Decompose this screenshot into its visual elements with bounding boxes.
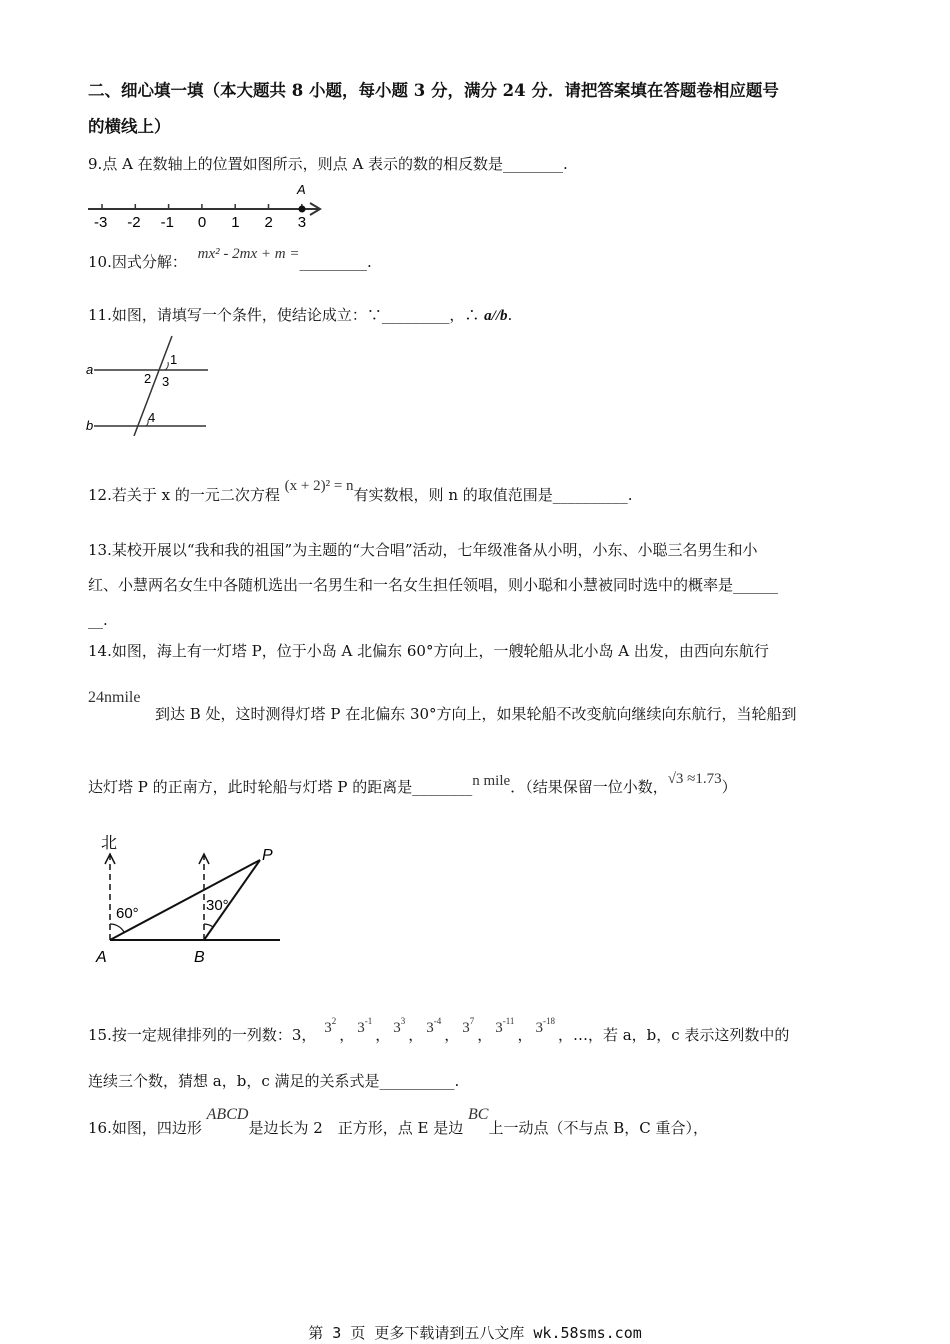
line-b-label: b xyxy=(86,418,94,433)
question-16 xyxy=(88,1106,878,1140)
quad-label: ABCD xyxy=(206,1106,249,1123)
angle-1-label: 1 xyxy=(170,352,178,367)
question-line1: 某校开展以“我和我的祖国”为主题的“大合唱”活动，七年级准备从小明，小东、小聪三名男生和小 xyxy=(111,541,758,559)
question-13 xyxy=(88,533,873,638)
question-line3-b: ．（结果保留一位小数， xyxy=(510,778,668,796)
number-line-tick-label: -3 xyxy=(94,214,108,231)
north-label: 北 xyxy=(101,835,118,852)
number-line-tick-label: 0 xyxy=(197,214,207,231)
question-text: 如图，请填写一个条件，使结论成立：∵_________，∴ xyxy=(111,306,480,324)
question-prefix: 若关于 x 的一元二次方程 xyxy=(111,486,280,504)
section-title-line1: 二、细心填一填（本大题共 8 小题，每小题 3 分，满分 24 分．请把答案填在答题卷相应题号 xyxy=(88,81,779,100)
question-9 xyxy=(88,153,868,175)
angle-30-label: 30° xyxy=(206,897,229,914)
question-11 xyxy=(88,304,868,327)
angle-2-label: 2 xyxy=(144,371,152,386)
question-number: 13. xyxy=(88,541,112,559)
unit-label: n mile xyxy=(472,773,511,789)
comma: ， xyxy=(444,1026,460,1044)
point-a-marker xyxy=(299,206,306,213)
power-term: $3^7$ xyxy=(462,1016,475,1036)
question-10 xyxy=(88,246,868,274)
power-exponent: 3 xyxy=(400,1016,406,1026)
power-sequence xyxy=(321,1016,558,1044)
point-a-label: A xyxy=(297,182,306,197)
question-prefix: 按一定规律排列的一列数：3， xyxy=(111,1026,317,1044)
power-exponent: -11 xyxy=(502,1016,515,1026)
question-line1: 如图，海上有一灯塔 P，位于小岛 A 北偏东 60°方向上，一艘轮船从北小岛 A 出发，由西向东航行 xyxy=(111,642,769,660)
power-exponent: 2 xyxy=(331,1016,337,1026)
question-number: 14. xyxy=(88,642,112,660)
number-line-figure xyxy=(84,180,334,232)
answer-blank: _________. xyxy=(299,253,372,271)
section-title-line2: 的横线上） xyxy=(88,117,171,136)
question-text: 点 A 在数轴上的位置如图所示，则点 A 表示的数的相反数是________. xyxy=(102,155,568,173)
formula-factor: mx² - 2mx + m = xyxy=(197,246,300,262)
question-number: 15. xyxy=(88,1026,112,1044)
question-line3: __. xyxy=(88,611,108,629)
comma: ， xyxy=(339,1026,355,1044)
number-line-tick-label: 3 xyxy=(297,214,307,231)
side-label: BC xyxy=(468,1106,489,1123)
power-term: $3^{-18}$ xyxy=(535,1016,555,1036)
question-15-line2: 连续三个数，猜想 a，b，c 满足的关系式是__________. xyxy=(88,1072,460,1090)
question-15 xyxy=(88,1018,878,1047)
question-suffix: ，…，若 a，b，c 表示这列数中的 xyxy=(557,1026,790,1044)
question-line3-a: 达灯塔 P 的正南方，此时轮船与灯塔 P 的距离是________ xyxy=(88,778,473,796)
approx-formula: √3 ≈1.73 xyxy=(667,771,722,787)
distance-value: 24nmile xyxy=(88,689,141,706)
question-14 xyxy=(88,640,868,662)
comma: ， xyxy=(375,1026,391,1044)
line-a-label: a xyxy=(86,362,94,377)
question-suffix: 有实数根，则 n 的取值范围是__________. xyxy=(353,486,633,504)
power-exponent: -4 xyxy=(433,1016,442,1026)
question-14-line3 xyxy=(88,771,878,799)
question-12 xyxy=(88,478,868,507)
comma: ， xyxy=(477,1026,493,1044)
question-mid: 是边长为 2 正方形，点 E 是边 xyxy=(248,1119,464,1137)
point-b-label: B xyxy=(194,949,205,966)
question-number: 12. xyxy=(88,486,112,504)
power-exponent: 7 xyxy=(469,1016,475,1026)
question-line2: 红、小慧两名女生中各随机选出一名男生和一名女生担任领唱，则小聪和小慧被同时选中的概率是______ xyxy=(88,576,779,594)
angle-3-label: 3 xyxy=(162,374,170,389)
question-number: 16. xyxy=(88,1119,112,1137)
number-line-tick-label: 1 xyxy=(231,214,240,231)
conclusion-formula: a//b xyxy=(484,308,508,324)
parallel-lines-figure xyxy=(84,334,214,436)
lighthouse-figure xyxy=(92,828,292,970)
power-term: $3^3$ xyxy=(393,1016,406,1036)
comma: ， xyxy=(408,1026,424,1044)
power-term: $3^{-4}$ xyxy=(426,1016,442,1036)
page-footer: 第 3 页 更多下载请到五八文库 wk.58sms.com xyxy=(308,1324,642,1342)
angle-60-label: 60° xyxy=(116,905,139,922)
number-line-tick-label: -1 xyxy=(160,214,174,231)
formula-equation: (x + 2)² = n xyxy=(284,478,354,494)
power-term: $3^{-11}$ xyxy=(495,1016,515,1036)
number-line-tick-label: -2 xyxy=(127,214,141,231)
question-end: . xyxy=(507,306,513,324)
number-line-tick-label: 2 xyxy=(264,214,273,231)
question-number: 11. xyxy=(88,306,112,324)
question-line3-c: ） xyxy=(721,778,737,796)
power-term: $3^{-1}$ xyxy=(357,1016,373,1036)
power-term: $3^2$ xyxy=(324,1016,337,1036)
question-number: 9. xyxy=(88,155,103,173)
point-p-label: P xyxy=(262,847,273,864)
question-suffix: 上一动点（不与点 B，C 重合）， xyxy=(488,1119,709,1137)
power-exponent: -1 xyxy=(364,1016,373,1026)
question-14-line2: 到达 B 处，这时测得灯塔 P 在北偏东 30°方向上，如果轮船不改变航向继续向东航行，当轮船到 xyxy=(155,705,797,723)
question-number: 10. xyxy=(88,253,112,271)
angle-4-label: 4 xyxy=(148,410,156,425)
question-prefix: 因式分解： xyxy=(111,253,187,271)
question-prefix: 如图，四边形 xyxy=(111,1119,202,1137)
power-exponent: -18 xyxy=(542,1016,555,1026)
point-a-label: A xyxy=(96,949,107,966)
comma: ， xyxy=(517,1026,533,1044)
